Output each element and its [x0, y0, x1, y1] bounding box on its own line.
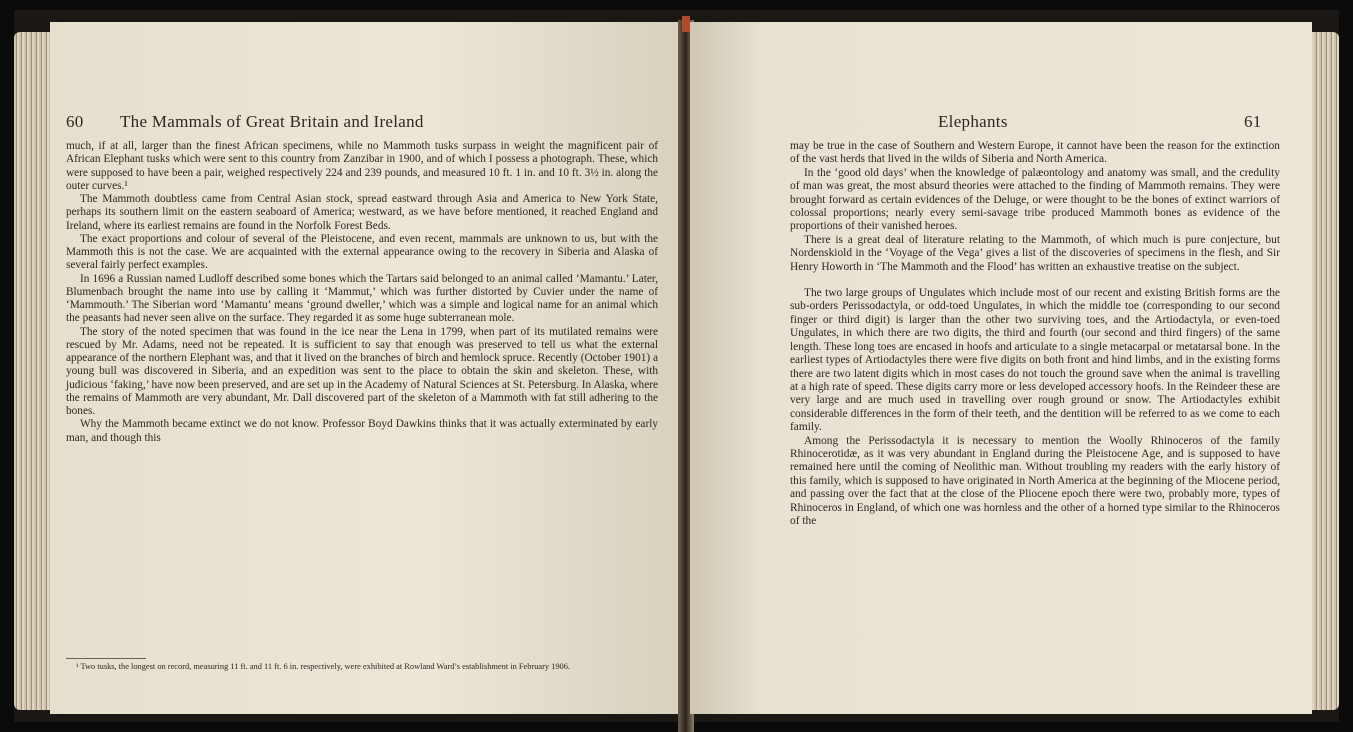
left-paragraph-4: In 1696 a Russian named Ludloff described some bones which the Tartars said belonged to an animal called ‘Mamantu.’ Later, Blumenbach brought the name into use by calling it ‘Mammut,’ which was further distorted by Cuvier under the name of ‘Mammouth.’ The Siberian word ‘Mamantu’ means ‘ground dweller,’ which was a simple and logical name for an animal which the peasants had never seen alive on the surface. They regarded it as some huge subterranean mole.: [66, 272, 658, 325]
left-paragraph-5: The story of the noted specimen that was found in the ice near the Lena in 1799, when part of its mutilated remains were rescued by Mr. Adams, need not be repeated. It is sufficient to say that enough was preserved to tell us what the external appearance of the northern Elephant was, and that it lived on the branches of birch and hemlock spruce. Recently (October 1901) a young bull was discovered in Siberia, and an expedition was sent to the place to obtain the skin and skeleton. These, with judicious ‘faking,’ have now been preserved, and are set up in the Academy of Natural Sciences at St. Petersburg. In Alaska, where the remains of Mammoth are very abundant, Mr. Dall discovered part of the skeleton of a Mammoth with fat still adhering to the bones.: [66, 325, 658, 417]
right-page-number: 61: [1244, 112, 1262, 131]
footnote-rule: [66, 658, 146, 659]
bookmark-ribbon: [682, 16, 690, 32]
left-page-number: 60: [66, 112, 84, 131]
left-paragraph-2: The Mammoth doubtless came from Central Asian stock, spread eastward through Asia and America to New York State, perhaps its southern limit on the eastern seaboard of America; westward, as we have before mentioned, it reached England and Ireland, where its earliest remains are found in the Norfolk Forest Beds.: [66, 193, 658, 232]
left-footnote: [66, 662, 658, 673]
right-paragraph-2: In the ‘good old days’ when the knowledge of palæontology and anatomy was small, and the credulity of man was great, the most absurd theories were attached to the finding of Mammoth remains. They were brought forward as certain evidences of the Deluge, or were thought to be the bones of extinct warriors of colossal proportions; nearly every semi-savage tribe produced Mammoth bones as evidence of the proportions of their vanished heroes.: [790, 166, 1280, 233]
left-running-title: The Mammals of Great Britain and Ireland: [120, 112, 424, 131]
right-body-text: [790, 140, 1280, 528]
left-paragraph-6: Why the Mammoth became extinct we do not know. Professor Boyd Dawkins thinks that it was actually exterminated by early man, and though this: [66, 418, 658, 444]
right-paragraph-5: Among the Perissodactyla it is necessary to mention the Woolly Rhinoceros of the family Rhinocerotidæ, as it was very abundant in England during the Pleistocene Age, and is supposed to have remained here until the coming of Neolithic man. Without troubling my readers with the early history of this family, which is supposed to have originated in North America at the beginning of the Miocene period, and passing over the fact that at the close of the Pliocene epoch there were two, probably more, types of Rhinoceros in England, of which one was hornless and the other of a horned type similar to the Rhinoceros of the: [790, 434, 1280, 527]
right-paragraph-1: may be true in the case of Southern and Western Europe, it cannot have been the reason for the extinction of the vast herds that lived in the wilds of Siberia and North America.: [790, 140, 1280, 166]
left-body-text: [66, 140, 658, 445]
footnote-text: ¹ Two tusks, the longest on record, measuring 11 ft. and 11 ft. 6 in. respectively, were exhibited at Rowland Ward’s establishment in February 1906.: [76, 662, 571, 671]
left-page: [50, 22, 682, 714]
right-page: [690, 22, 1312, 714]
right-running-title: Elephants: [938, 112, 1008, 131]
left-paragraph-3: The exact proportions and colour of several of the Pleistocene, and even recent, mammals are unknown to us, but with the Mammoth this is not the case. We are acquainted with the external appearance owing to the recovery in Siberia and Alaska of several fairly perfect examples.: [66, 232, 658, 272]
right-paragraph-3: There is a great deal of literature relating to the Mammoth, of which much is pure conjecture, but Nordenskiold in the ‘Voyage of the Vega’ gives a list of the discoveries of specimens in the flesh, and Sir Henry Howorth in ‘The Mammoth and the Flood’ has written an exhaustive treatise on the subject.: [790, 233, 1280, 273]
right-paragraph-4: The two large groups of Ungulates which include most of our recent and existing British forms are the sub-orders Perissodactyla, or odd-toed Ungulates, in which the middle toe (corresponding to our second finger or third digit) is larger than the other two surviving toes, and the Artiodactyla, or even-toed Ungulates, in which there are two digits, the third and fourth (our second and third fingers) of the same length. These long toes are encased in hoofs and articulate to a single metacarpal or metatarsal bone. In the earliest types of Artiodactyles there were five digits on both front and hind limbs, and in the existing forms there are two latent digits which in most cases do not touch the ground save when the animal is travelling at a high rate of speed. These digits carry more or less developed accessory hoofs. In the Reindeer these are very large and are much used in travelling over rough ground or snow. The Artiodactyles exhibit considerable differences in the form of their teeth, and the dentition will be referred to as we come to each family.: [790, 287, 1280, 434]
left-paragraph-1: much, if at all, larger than the finest African specimens, while no Mammoth tusks surpass in weight the magnificent pair of African Elephant tusks which were sent to this country from Zanzibar in 1900, and of which I possess a photograph. These, which were supposed to have been a pair, weighed respectively 224 and 239 pounds, and measured 10 ft. 1 in. and 10 ft. 3½ in. along the outer curves.¹: [66, 140, 658, 192]
open-book: [14, 10, 1339, 722]
left-page-edges: [14, 32, 54, 710]
